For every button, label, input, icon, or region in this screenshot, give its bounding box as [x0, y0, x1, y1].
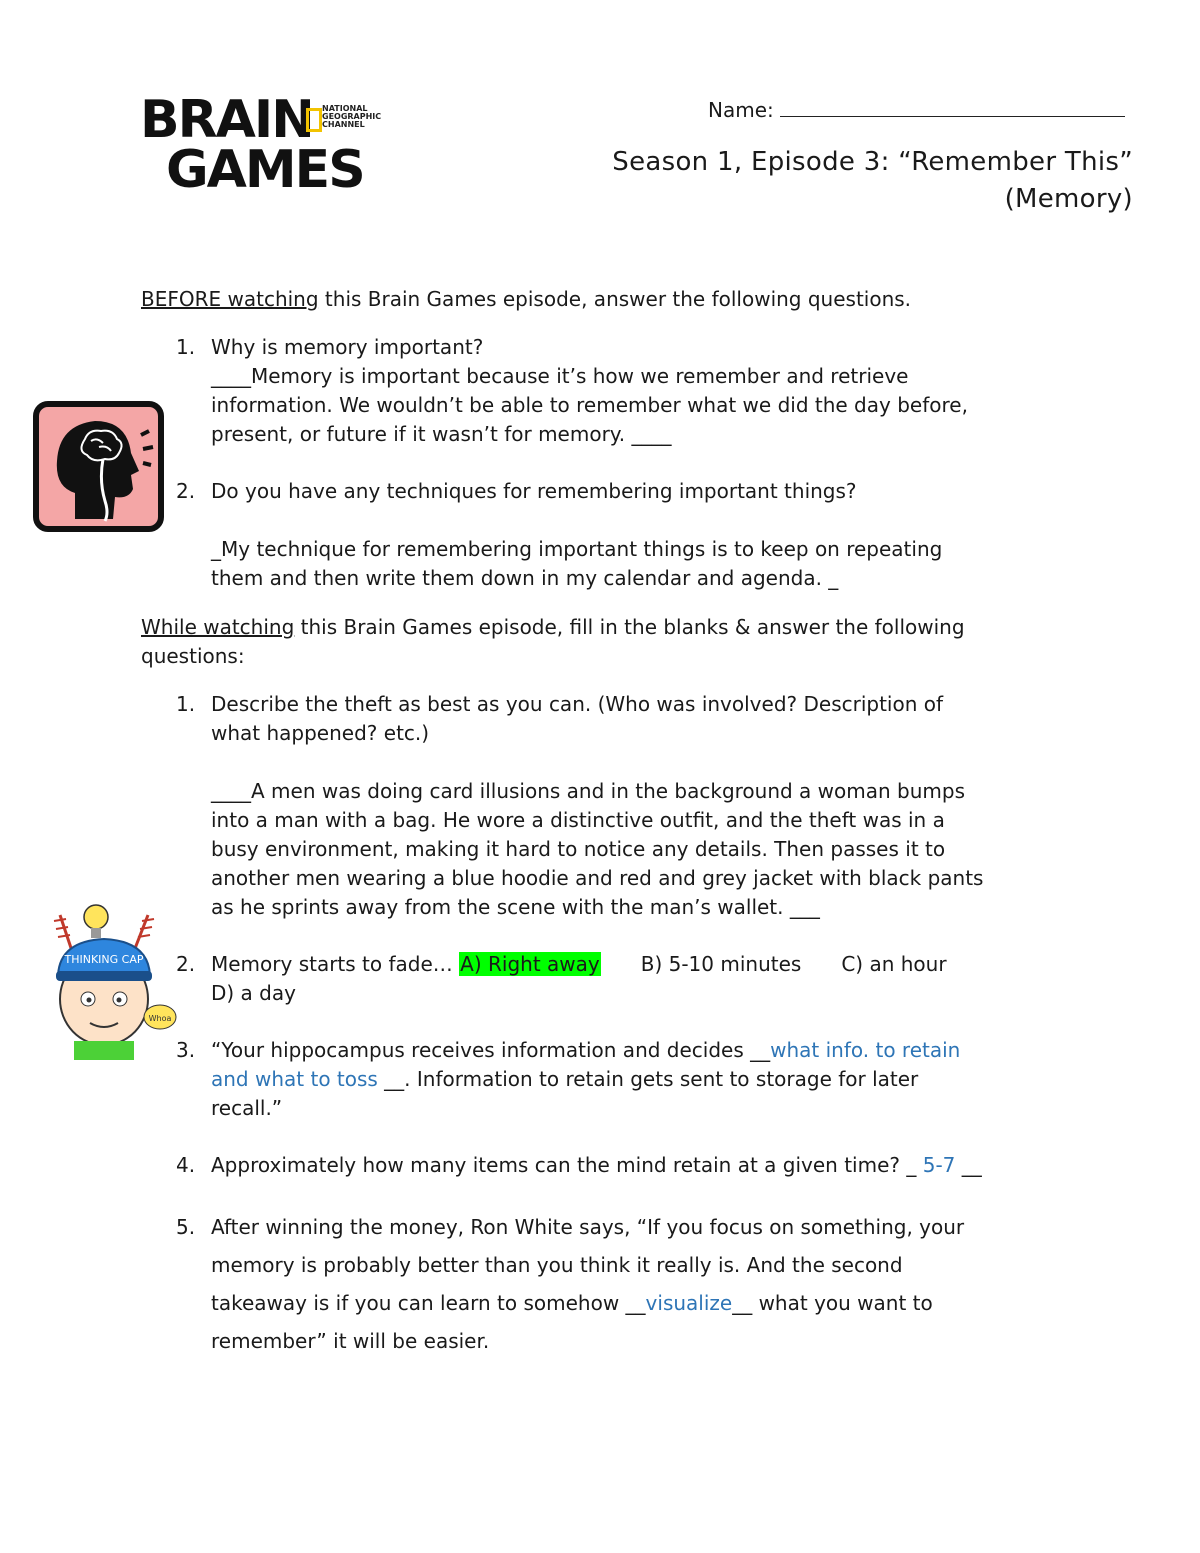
option-c: C) an hour [841, 952, 947, 976]
answer-blue: visualize [645, 1291, 733, 1315]
bubble-label: Whoa [148, 1014, 172, 1023]
answer-line: busy environment, making it hard to notice any details. Then passes it to [211, 837, 946, 861]
cap-label: THINKING CAP [64, 953, 144, 966]
while-instructions: While watching this Brain Games episode, fill in the blanks & answer the following questions: [141, 615, 965, 668]
question-text: what happened? etc.) [211, 721, 430, 745]
answer-line: present, or future if it wasn’t for memory. ____ [211, 422, 672, 446]
answer-line: information. We wouldn’t be able to remember what we did the day before, [211, 393, 968, 417]
question-text: Memory starts to fade… [211, 952, 460, 976]
answer-line: into a man with a bag. He wore a distinctive outfit, and the theft was in a [211, 808, 945, 832]
name-field [708, 98, 1125, 122]
option-a-highlighted: A) Right away [460, 952, 600, 976]
option-d: D) a day [211, 981, 296, 1005]
name-blank-line[interactable] [780, 98, 1125, 117]
answer-line: as he sprints away from the scene with the man’s wallet. ___ [211, 895, 820, 919]
answer-line: ____Memory is important because it’s how we remember and retrieve [211, 364, 909, 388]
question-text: Do you have any techniques for remembering important things? [211, 479, 857, 503]
answer-blue: 5-7 [922, 1153, 956, 1177]
title-line-1: Season 1, Episode 3: “Remember This” [612, 147, 1133, 177]
episode-title [612, 144, 1133, 218]
thinking-cap-kid-icon [30, 895, 180, 1060]
name-label: Name: [708, 98, 774, 122]
question-text: Describe the theft as best as you can. (Who was involved? Description of [211, 692, 944, 716]
answer-line: _My technique for remembering important things is to keep on repeating [211, 537, 943, 561]
logo-text-games: GAMES [166, 140, 364, 200]
title-line-2: (Memory) [1004, 184, 1133, 214]
question-text: Why is memory important? [211, 335, 484, 359]
answer-blue: and what to toss [211, 1067, 378, 1091]
nat-geo-rectangle-icon [306, 108, 322, 132]
answer-line: them and then write them down in my calendar and agenda. _ [211, 566, 839, 590]
before-instructions: BEFORE watching this Brain Games episode, answer the following questions. [141, 287, 912, 311]
option-b: B) 5-10 minutes [640, 952, 802, 976]
logo-text-brain: BRAIN [140, 90, 313, 150]
brain-games-logo [140, 92, 390, 202]
answer-line: another men wearing a blue hoodie and red and grey jacket with black pants [211, 866, 984, 890]
brain-head-icon [33, 401, 164, 532]
answer-blue: what info. to retain [770, 1038, 961, 1062]
nat-geo-label: NATIONAL GEOGRAPHIC CHANNEL [322, 104, 382, 129]
before-watching-label: BEFORE watching [141, 287, 319, 311]
answer-line: ____A men was doing card illusions and in the background a woman bumps [211, 779, 966, 803]
while-watching-label: While watching [141, 615, 295, 639]
